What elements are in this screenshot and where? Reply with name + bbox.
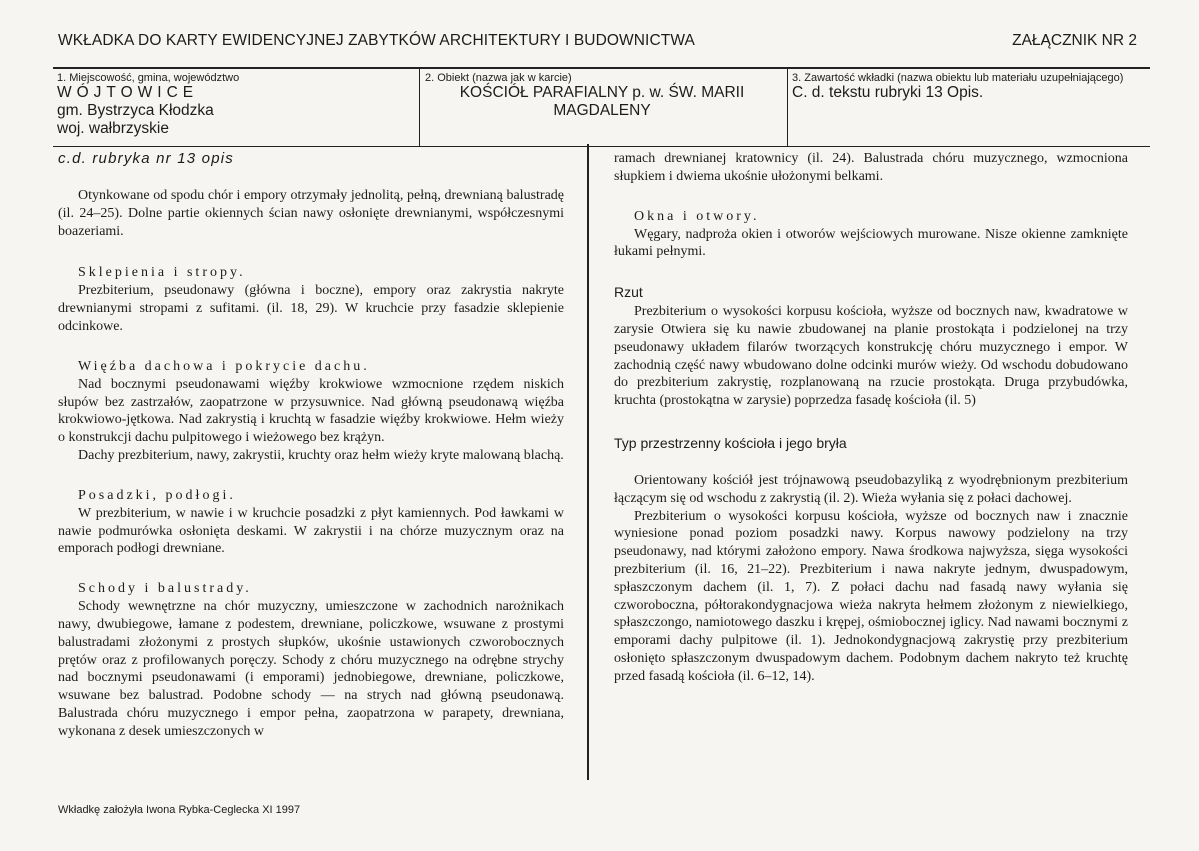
column-divider: [587, 144, 589, 780]
left-column: [58, 150, 564, 741]
object-name-line2: MAGDALENY: [553, 102, 651, 119]
section-stairs-heading: Schody i balustrady.: [78, 581, 252, 597]
section-roof-heading: Więźba dachowa i pokrycie dachu.: [78, 358, 370, 374]
place-cell: [53, 69, 419, 146]
place-name: WÓJTOWICE: [57, 84, 199, 101]
place-label: 1. Miejscowość, gmina, województwo: [57, 72, 240, 84]
paragraph-intro: Otynkowane od spodu chór i empory otrzymały jednolitą, pełną, drewnianą balustradę (il. 24–25). Dolne partie okiennych ścian nawy osłonięte drewnianymi, współczesnymi boazeriami.: [58, 188, 564, 239]
form-title: WKŁADKA DO KARTY EWIDENCYJNEJ ZABYTKÓW ARCHITEKTURY I BUDOWNICTWA: [58, 32, 695, 49]
paragraph-vaults: Prezbiterium, pseudonawy (główna i boczne), empory oraz zakrystia nakryte drewnianymi stropami z sufitami. (il. 18, 29). W kruchcie przy fasadzie sklepienie odcinkowe.: [58, 283, 564, 334]
plan-heading: Rzut: [614, 284, 643, 301]
content-cell: [787, 69, 1150, 146]
paragraph-stairs: Schody wewnętrzne na chór muzyczny, umieszczone w zachodnich narożnikach nawy, dwubiegowe, łamane z podestem, drewniane, policzkowe, wsuwane z prostymi balustradami złożonymi z prostych słupków, ukośnie ustawionych czworobocznych prętów oraz z profilowanych poręczy. Schody z chóru muzycznego na odrębne strychy nad bocznymi pseudonawami (i emporami) jednobiegowe, drewniane, policzkowe, wsuwane bez balustrad. Podobne schody — na strych nad główną pseudonawą. Balustrada chóru muzycznego i empor pełna, zaopatrzona w parapety, drewniana, wykonana z desek umieszczonych w: [58, 599, 564, 739]
content-label: 3. Zawartość wkładki (nazwa obiektu lub materiału uzupełniającego): [792, 72, 1124, 84]
paragraph-roof-1: Nad bocznymi pseudonawami więźby krokwiowe wzmocnione rzędem niskich słupów bez zastrzałów, zaopatrzone w przysuwnice. Nad główną pseudonawą więźba krokwiowo-jętkowa. Nad zakrystią i kruchtą w fasadzie więźby krokwiowe. Hełm wieży o konstrukcji dachu pulpitowego i wieżowego bez krążyn.: [58, 376, 564, 446]
spatial-type-heading: Typ przestrzenny kościoła i jego bryła: [614, 434, 847, 451]
right-column: [614, 150, 1128, 686]
paragraph-spatial-2: Prezbiterium o wysokości korpusu kościoła, wyższe od bocznych naw i znacznie wyniesione ponad poziom posadzki nawy. Korpus nawowy podzielony na trzy pseudonawy, nad którymi założono empory. Nawa środkowa najwyższa, sięga wysokości prezbiterium (il. 16, 21–22). Prezbiterium i nawa nakryte jednym, dwuspadowym, spłaszczonym dachem (il. 1, 7). Z połaci dachu nad fasadą nawy wyłania się czworoboczna, półtorakondygnacjowa wieża nakryta hełmem złożonym z niewielkiego, spłaszczongo, namiotowego daszku i krępej, ośmiobocznej iglicy. Nad nawami bocznymi z emporami dachy pulpitowe (il. 1). Jednokondygnacjową zakrystię przy prezbiterium osłonięto spłaszczonym dwuspadowym dachem. Podobnym dachem nakryto też kruchtę przed fasadą kościoła (il. 6–12, 14).: [614, 508, 1128, 684]
paragraph-plan: Prezbiterium o wysokości korpusu kościoła, wyższe od bocznych naw, kwadratowe w zarysie Otwiera się ku nawie zbudowanej na planie prostokąta i podzielonej na trzy pseudonawy układem filarów tworzących konstrukcję chóru muzycznego i empor. W zachodnią część nawy wbudowano dolne odcinki murów wieży. Od wschodu dobudowano do prezbiterium zakrystię, rozplanowaną na rzucie prostokąta. Druga przybudówka, kruchta (prostokątna w zarysie) poprzedza fasadę kościoła (il. 5): [614, 304, 1128, 409]
paragraph-continuation: ramach drewnianej kratownicy (il. 24). Balustrada chóru muzycznego, wzmocniona słupkiem i dwiema ukośnie ułożonymi belkami.: [614, 151, 1128, 184]
section-windows-heading: Okna i otwory.: [634, 208, 760, 224]
paragraph-roof-2: Dachy prezbiterium, nawy, zakrystii, kruchty oraz hełm wieży kryte malowaną blachą.: [78, 447, 564, 463]
continuation-subhead: c.d. rubryka nr 13 opis: [58, 150, 235, 167]
author-note: Wkładkę założyła Iwona Rybka-Ceglecka XI 1997: [58, 804, 301, 816]
attachment-number: ZAŁĄCZNIK NR 2: [1012, 32, 1137, 49]
content-value: C. d. tekstu rubryki 13 Opis.: [792, 84, 984, 101]
paragraph-spatial-1: Orientowany kościół jest trójnawową pseudobazyliką z wyodrębnionym prezbiterium łączącym się od wschodu z zakrystią (il. 2). Wieża wyłania się z połaci dachowej.: [614, 472, 1128, 506]
paragraph-windows: Węgary, nadproża okien i otworów wejściowych murowane. Nisze okienne zamknięte łukami pełnymi.: [614, 226, 1128, 260]
section-floor-heading: Posadzki, podłogi.: [78, 487, 236, 503]
object-cell: [419, 69, 787, 146]
paragraph-floor: W prezbiterium, w nawie i w kruchcie posadzki z płyt kamiennych. Pod ławkami w nawie podmurówka osłonięta deskami. W zakrystii i na chórze muzycznym oraz na emporach podłogi drewniane.: [58, 505, 564, 557]
header-table: [53, 67, 1150, 147]
voivodeship: woj. wałbrzyskie: [57, 120, 169, 137]
object-name-line1: KOŚCIÓŁ PARAFIALNY p. w. ŚW. MARII: [459, 84, 745, 101]
object-label: 2. Obiekt (nazwa jak w karcie): [425, 72, 572, 84]
commune: gm. Bystrzyca Kłodzka: [57, 102, 214, 119]
section-vaults-heading: Sklepienia i stropy.: [78, 265, 246, 281]
